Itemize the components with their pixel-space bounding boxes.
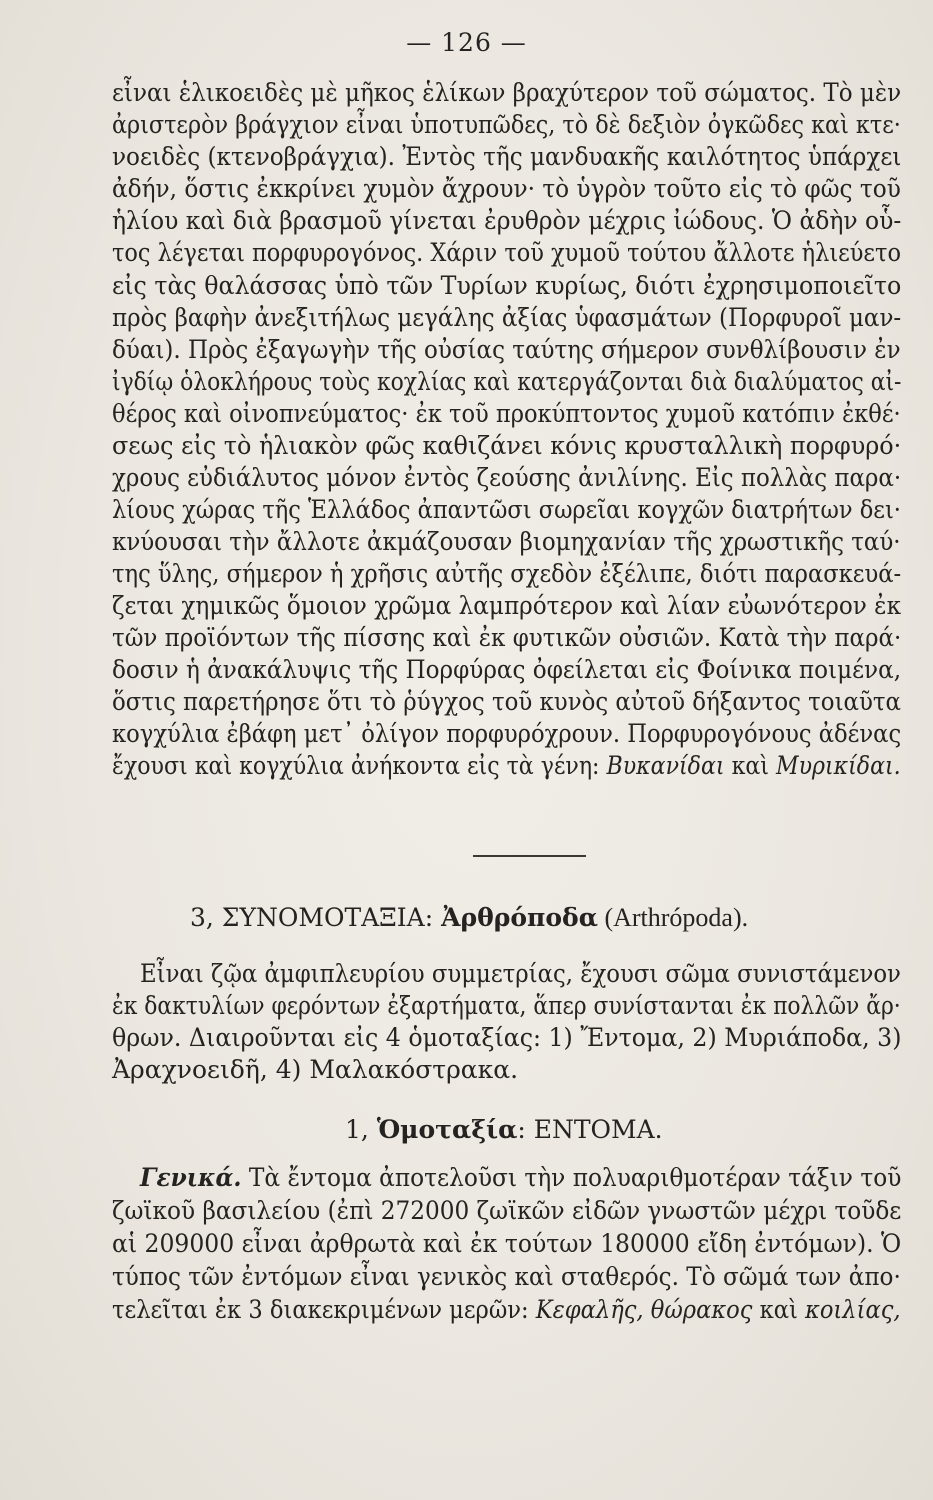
class-heading xyxy=(345,1115,663,1145)
text-line: πρὸς βαφὴν ἀνεξιτήλως μεγάλης ἀξίας ὑφασμάτων (Πορφυροῖ μαν- xyxy=(112,303,902,332)
heading-latin-term: (Arthrópoda). xyxy=(597,903,749,932)
page-number: — 126 — xyxy=(406,28,527,57)
genus-name: Βυκανίδαι xyxy=(606,751,725,780)
heading-bold-term: Ὁμοταξία xyxy=(376,1115,518,1144)
text-line: δοσιν ἡ ἀνακάλυψις τῆς Πορφύρας ὀφείλεται εἰς Φοίνικα ποιμένα, xyxy=(112,655,902,684)
text-line: τῶν προϊόντων τῆς πίσσης καὶ ἐκ φυτικῶν οὐσιῶν. Κατὰ τὴν παρά· xyxy=(112,623,902,652)
text-line: αἱ 209000 εἶναι ἀρθρωτὰ καὶ ἐκ τούτων 180000 εἴδη ἐντόμων). Ὁ xyxy=(112,1229,902,1258)
text-line-last xyxy=(112,751,901,781)
text-line-first xyxy=(140,1163,901,1193)
text-line-last xyxy=(112,1295,901,1325)
text-line: δύαι). Πρὸς ἐξαγωγὴν τῆς οὐσίας ταύτης σήμερον συνθλίβουσιν ἐν xyxy=(112,335,901,364)
text-line: σεως εἰς τὸ ἡλιακὸν φῶς καθιζάνει κόνις κρυσταλλικὴ πορφυρό· xyxy=(112,431,902,460)
text-run: τελεῖται ἐκ 3 διακεκριμένων μερῶν: xyxy=(112,1295,536,1324)
text-line: ζωϊκοῦ βασιλείου (ἐπὶ 272000 ζωϊκῶν εἰδῶν γνωστῶν μέχρι τοῦδε xyxy=(112,1196,902,1225)
heading-suffix: : ΕΝΤΟΜΑ. xyxy=(517,1115,663,1144)
text-line: ἀδήν, ὅστις ἐκκρίνει χυμὸν ἄχρουν· τὸ ὑγρὸν τοῦτο εἰς τὸ φῶς τοῦ xyxy=(112,174,901,203)
text-run: καὶ xyxy=(724,751,776,780)
body-part-term: Κεφαλῆς, θώρακος xyxy=(535,1295,753,1324)
text-line: ἡλίου καὶ διὰ βρασμοῦ γίνεται ἐρυθρὸν μέχρις ἰώδους. Ὁ ἀδὴν οὗ- xyxy=(112,206,902,235)
heading-prefix: 3, ΣΥΝΟΜΟΤΑΞΙΑ: xyxy=(190,903,442,932)
text-run: Τὰ ἔντομα ἀποτελοῦσι τὴν πολυαριθμοτέραν τάξιν τοῦ xyxy=(241,1163,902,1192)
text-line: κογχύλια ἐβάφη μετ᾽ ὀλίγον πορφυρόχρουν. Πορφυρογόνους ἀδένας xyxy=(112,719,902,748)
genus-name: Μυρικίδαι. xyxy=(775,751,901,780)
text-line: λίους χώρας τῆς Ἑλλάδος ἀπαντῶσι σωρεῖαι κογχῶν διατρήτων δει· xyxy=(112,495,901,524)
text-line: ἰγδίῳ ὁλοκλήρους τοὺς κοχλίας καὶ κατεργάζονται διὰ διαλύματος αἰ- xyxy=(112,367,902,396)
heading-bold-term: Ἀρθρόποδα xyxy=(441,903,598,932)
text-line: τύπος τῶν ἐντόμων εἶναι γενικὸς καὶ σταθερός. Τὸ σῶμά των ἀπο· xyxy=(112,1262,901,1291)
text-line: χρους εὐδιάλυτος μόνον ἐντὸς ζεούσης ἀνιλίνης. Εἰς πολλὰς παρα· xyxy=(112,463,902,492)
section-divider xyxy=(473,855,586,857)
text-line: ζεται χημικῶς ὅμοιον χρῶμα λαμπρότερον καὶ λίαν εὐωνότερον ἐκ xyxy=(112,591,902,620)
text-run: καὶ xyxy=(752,1295,806,1324)
text-line: ἐκ δακτυλίων φερόντων ἐξαρτήματα, ἅπερ συνίστανται ἐκ πολλῶν ἄρ· xyxy=(112,991,901,1020)
text-line: ὅστις παρετήρησε ὅτι τὸ ῥύγχος τοῦ κυνὸς αὐτοῦ δήξαντος τοιαῦτα xyxy=(112,687,901,716)
text-line: κνύουσαι τὴν ἄλλοτε ἀκμάζουσαν βιομηχανίαν τῆς χρωστικῆς ταύ· xyxy=(112,527,901,556)
text-line: θρων. Διαιροῦνται εἰς 4 ὁμοταξίας: 1) Ἔντομα, 2) Μυριάποδα, 3) xyxy=(112,1023,902,1052)
body-part-term: κοιλίας, xyxy=(805,1295,901,1324)
text-line: εἶναι ἑλικοειδὲς μὲ μῆκος ἑλίκων βραχύτερον τοῦ σώματος. Τὸ μὲν xyxy=(112,78,902,107)
section-lead: Γενικά. xyxy=(140,1163,242,1192)
text-line: της ὕλης, σήμερον ἡ χρῆσις αὐτῆς σχεδὸν ἐξέλιπε, διότι παρασκευά- xyxy=(112,559,902,588)
text-line: ἀριστερὸν βράγχιον εἶναι ὑποτυπῶδες, τὸ δὲ δεξιὸν ὀγκῶδες καὶ κτε· xyxy=(112,110,901,139)
heading-prefix: 1, xyxy=(345,1115,377,1144)
text-line: εἰς τὰς θαλάσσας ὑπὸ τῶν Τυρίων κυρίως, διότι ἐχρησιμοποιεῖτο xyxy=(112,271,902,300)
text-run: ἔχουσι καὶ κογχύλια ἀνήκοντα εἰς τὰ γένη: xyxy=(112,751,607,780)
text-line: Εἶναι ζῷα ἀμφιπλευρίου συμμετρίας, ἔχουσι σῶμα συνιστάμενον xyxy=(140,959,901,988)
text-line: τος λέγεται πορφυρογόνος. Χάριν τοῦ χυμοῦ τούτου ἄλλοτε ἡλιεύετο xyxy=(112,238,901,267)
text-line: νοειδὲς (κτενοβράγχια). Ἐντὸς τῆς μανδυακῆς καιλότητος ὑπάρχει xyxy=(112,142,902,171)
phylum-heading xyxy=(190,903,748,933)
text-line: Ἀραχνοειδῆ, 4) Μαλακόστρακα. xyxy=(112,1055,519,1084)
text-line: θέρος καὶ οἰνοπνεύματος· ἐκ τοῦ προκύπτοντος χυμοῦ κατόπιν ἐκθέ· xyxy=(112,399,901,428)
